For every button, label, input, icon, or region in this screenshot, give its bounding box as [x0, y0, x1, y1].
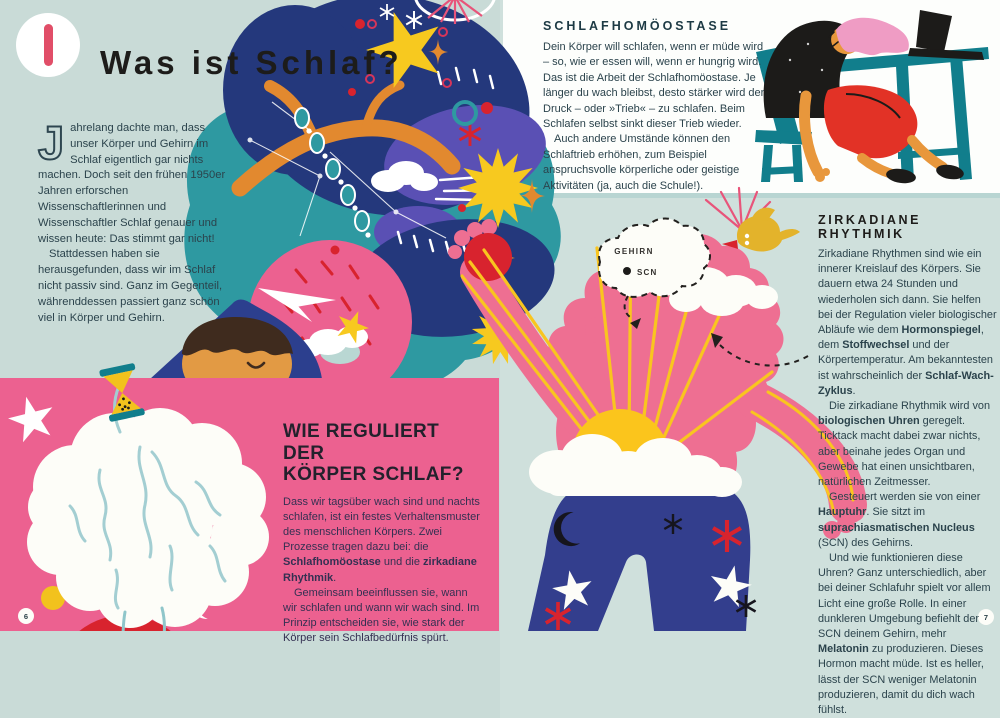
section-paragraph: Die zirkadiane Rhythmik wird von biologischen Uhren geregelt. Ticktack macht dabei zwar nichts, aber beinahe jedes Organ und Gewebe hat einen unsichtbaren, natürlichen Zeitmesser. — [818, 400, 990, 489]
scn-dot — [623, 267, 631, 275]
section-paragraph: Auch andere Umstände können den Schlaftrieb erhöhen, zum Beispiel anspruchsvolle körperliche oder geistige Aktivitäten (ja, auch die Schule!). — [543, 133, 740, 192]
intro-column — [38, 116, 230, 326]
section-heading: WIE REGULIERT DER KÖRPER SCHLAF? — [283, 421, 464, 485]
scn-label: SCN — [637, 268, 658, 277]
star-pants — [528, 487, 756, 631]
section-paragraph: Gesteuert werden sie von einer Hauptuhr. Sie sitzt im suprachiasmatischen Nucleus (SCN) des Gehirns. — [818, 491, 981, 549]
section-paragraph: Gemeinsam beeinflussen sie, wann wir schlafen und wann wir wach sind. Im Prinzip entscheiden sie, wie stark der Körper sein Schlafbedürfnis spürt. — [283, 586, 480, 645]
chapter-number-glyph — [44, 24, 53, 66]
drop-cap: J — [38, 116, 65, 169]
intro-paragraph: Jahrelang dachte man, dass unser Körper und Gehirn im Schlaf eigentlich gar nichts machen. Doch seit den frühen 1950er Jahren erforschen Wissenschaftlerinnen und Wissenschaftler Schlaf genauer und wissen heute: Das stimmt gar nicht! — [38, 116, 226, 245]
regulation-section — [283, 421, 481, 647]
sun-figure-illustration — [448, 188, 864, 631]
gehirn-label: GEHIRN — [614, 247, 654, 256]
sleep-homeostasis-section — [543, 19, 765, 194]
section-heading: ZIRKADIANE RHYTHMIK — [818, 213, 922, 241]
section-paragraph: Zirkadiane Rhythmen sind wie ein innerer Kreislauf des Körpers. Sie dauern etwa 24 Stunden und wiederholen sich dann. Sie helfen bei der Regulation vieler biologischer Abläufe wie dem Hormonspiegel, dem Stoffwechsel und der Körpertemperatur. Am bekanntesten ist wahrscheinlich der Schlaf-Wach-Zyklus. — [818, 248, 997, 397]
section-paragraph: Dass wir tagsüber wach sind und nachts schlafen, ist ein festes Verhaltensmuster des menschlichen Körpers. Zwei Prozesse tragen dazu bei: die Schlafhomöostase und die zirkadiane Rhythmik. — [283, 495, 480, 584]
svg-text:6: 6 — [23, 612, 29, 621]
circadian-section — [818, 213, 998, 718]
section-heading: SCHLAFHOMÖOSTASE — [543, 19, 732, 33]
page-title: Was ist Schlaf? — [100, 44, 403, 82]
section-paragraph: Und wie funktionieren diese Uhren? Ganz unterschiedlich, aber bei deiner Schlafuhr spielt vor allem Licht eine große Rolle. In einer dunkleren Umgebung befiehlt der SCN deinem Gehirn, mehr Melatonin zu produzieren. Dieses Hormon macht müde. Ist es heller, lässt der SCN weniger Melatonin produzieren, damit du dich wach fühlst. — [818, 552, 991, 717]
page-number-left — [18, 608, 34, 624]
intro-paragraph: Stattdessen haben sie herausgefunden, dass wir im Schlaf nicht passiv sind. Ganz im Gegenteil, währenddessen passiert ganz schön viel in Körper und Gehirn. — [38, 248, 223, 324]
chapter-badge — [16, 13, 80, 77]
section-paragraph: Dein Körper will schlafen, wenn er müde wird – so, wie er essen will, wenn er hungrig wird. Das ist die Arbeit der Schlafhomöostase. Je länger du wach bleibst, desto stärker wird der Druck – oder »Trieb« – zu schlafen. Beim Schlafen selbst sinkt dieser Trieb wieder. — [543, 41, 765, 131]
svg-text:7: 7 — [983, 613, 989, 622]
